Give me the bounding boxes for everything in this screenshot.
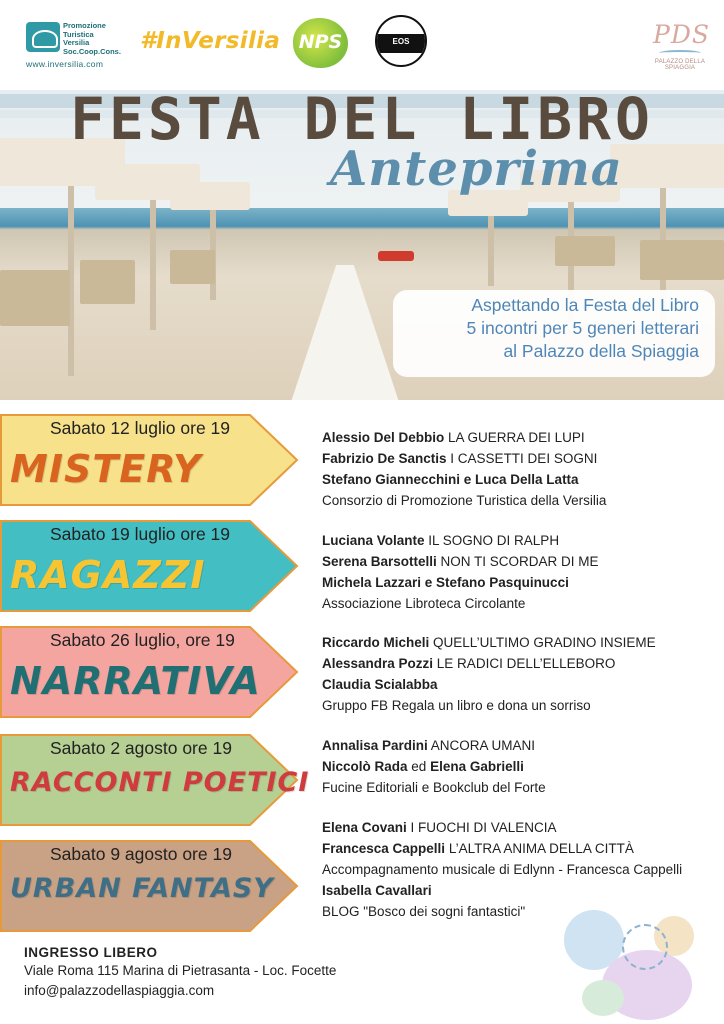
event-detail-line — [322, 880, 717, 901]
event-detail-line — [322, 838, 717, 859]
ptv-website: www.inversilia.com — [26, 59, 104, 69]
event-detail-line — [322, 448, 717, 469]
author-name: Stefano Giannecchini e Luca Della Latta — [322, 472, 579, 487]
organizer: BLOG "Bosco dei sogni fantastici" — [322, 904, 526, 919]
event-detail-line — [322, 674, 717, 695]
promozione-turistica-versilia-logo — [26, 20, 136, 70]
page-subtitle: Anteprima — [330, 141, 623, 197]
intro-line: 5 incontri per 5 generi letterari — [466, 318, 699, 338]
qr-code-icon — [622, 924, 668, 970]
event-banner — [0, 519, 300, 613]
event-detail-line — [322, 756, 717, 777]
author-name: Claudia Scialabba — [322, 677, 438, 692]
ptv-name: Promozione Turistica Versilia Soc.Coop.Cons. — [63, 21, 121, 56]
book-title: IL SOGNO DI RALPH — [424, 533, 560, 548]
book-title: ANCORA UMANI — [427, 738, 536, 753]
event-detail-line — [322, 695, 717, 716]
event-detail-line — [322, 817, 717, 838]
nps-logo: NPS — [293, 18, 348, 68]
footer-info — [24, 945, 336, 1000]
author-name: Isabella Cavallari — [322, 883, 432, 898]
wave-icon — [659, 50, 701, 56]
event-genre: RAGAZZI — [10, 553, 206, 597]
page-title: FESTA DEL LIBRO — [70, 85, 654, 153]
event-detail-line — [322, 735, 717, 756]
rescue-boat — [378, 251, 414, 261]
book-title: LA GUERRA DEI LUPI — [444, 430, 585, 445]
lounge-chair — [170, 250, 215, 284]
event-genre: URBAN FANTASY — [10, 873, 274, 904]
organizer: Associazione Libroteca Circolante — [322, 596, 526, 611]
event-date: Sabato 19 luglio ore 19 — [50, 524, 230, 544]
venue-address: Viale Roma 115 Marina di Pietrasanta - Loc. Focette — [24, 963, 337, 978]
event-genre: MISTERY — [10, 447, 202, 491]
author-name: Serena Barsottelli — [322, 554, 437, 569]
beach-umbrella — [170, 182, 250, 210]
book-title: I CASSETTI DEI SOGNI — [446, 451, 598, 466]
event-detail-line — [322, 859, 717, 880]
organizer: Consorzio di Promozione Turistica della Versilia — [322, 493, 607, 508]
ptv-emblem-icon — [26, 22, 60, 52]
author-name: Riccardo Micheli — [322, 635, 430, 650]
author-name: Alessio Del Debbio — [322, 430, 445, 445]
eos-immagine-logo: EOS — [375, 15, 427, 67]
author-name: Alessandra Pozzi — [322, 656, 434, 671]
event-detail-line — [322, 632, 717, 653]
book-title: I FUOCHI DI VALENCIA — [406, 820, 557, 835]
event-details — [322, 632, 717, 716]
author-name: Francesca Cappelli — [322, 841, 446, 856]
event-date: Sabato 2 agosto ore 19 — [50, 738, 232, 758]
lounge-chair — [80, 260, 135, 304]
book-title: L’ALTRA ANIMA DELLA CITTÀ — [445, 841, 634, 856]
event-date: Sabato 26 luglio, ore 19 — [50, 630, 235, 650]
book-title: NON TI SCORDAR DI ME — [436, 554, 599, 569]
logo-bar — [0, 0, 724, 90]
author-name: Fabrizio De Sanctis — [322, 451, 447, 466]
lounge-chair — [640, 240, 724, 280]
event-banner — [0, 625, 300, 719]
event-detail-line — [322, 427, 717, 448]
event-details — [322, 530, 717, 614]
event-detail-line — [322, 572, 717, 593]
event-date: Sabato 12 luglio ore 19 — [50, 418, 230, 438]
event-detail-line — [322, 530, 717, 551]
decorative-illustration — [562, 910, 722, 1024]
event-details — [322, 427, 717, 511]
event-detail-line — [322, 490, 717, 511]
event-detail-line — [322, 653, 717, 674]
intro-line: Aspettando la Festa del Libro — [471, 295, 699, 315]
lounge-chair — [555, 236, 615, 266]
author-name: Elena Gabrielli — [430, 759, 524, 774]
organizer: Accompagnamento musicale di Edlynn - Francesca Cappelli — [322, 862, 683, 877]
author-name: Elena Covani — [322, 820, 407, 835]
author-name: Michela Lazzari e Stefano Pasquinucci — [322, 575, 569, 590]
event-detail-line — [322, 469, 717, 490]
event-banner — [0, 733, 310, 827]
boardwalk — [290, 265, 400, 400]
event-detail-line — [322, 777, 717, 798]
book-title: QUELL’ULTIMO GRADINO INSIEME — [429, 635, 656, 650]
author-name: Annalisa Pardini — [322, 738, 428, 753]
event-banner — [0, 839, 300, 933]
event-details — [322, 817, 717, 922]
palazzo-della-spiaggia-logo: PDS PALAZZO DELLA SPIAGGIA — [653, 20, 710, 71]
contact-email[interactable]: info@palazzodellaspiaggia.com — [24, 983, 215, 998]
lounge-chair — [0, 270, 70, 326]
event-banner — [0, 413, 300, 507]
event-detail-line — [322, 593, 717, 614]
author-name: Niccolò Rada — [322, 759, 408, 774]
event-detail-line — [322, 551, 717, 572]
free-entry-label: INGRESSO LIBERO — [24, 945, 158, 960]
event-details — [322, 735, 717, 798]
hashtag-inversilia: #InVersilia — [140, 28, 281, 54]
organizer: Fucine Editoriali e Bookclub del Forte — [322, 780, 546, 795]
book-title: ed — [407, 759, 431, 774]
author-name: Luciana Volante — [322, 533, 425, 548]
intro-box — [393, 290, 715, 377]
event-genre: NARRATIVA — [10, 659, 261, 703]
book-title: LE RADICI DELL’ELLEBORO — [433, 656, 616, 671]
event-genre: RACCONTI POETICI — [10, 767, 310, 798]
organizer: Gruppo FB Regala un libro e dona un sorriso — [322, 698, 591, 713]
event-date: Sabato 9 agosto ore 19 — [50, 844, 232, 864]
intro-line: al Palazzo della Spiaggia — [503, 341, 699, 361]
